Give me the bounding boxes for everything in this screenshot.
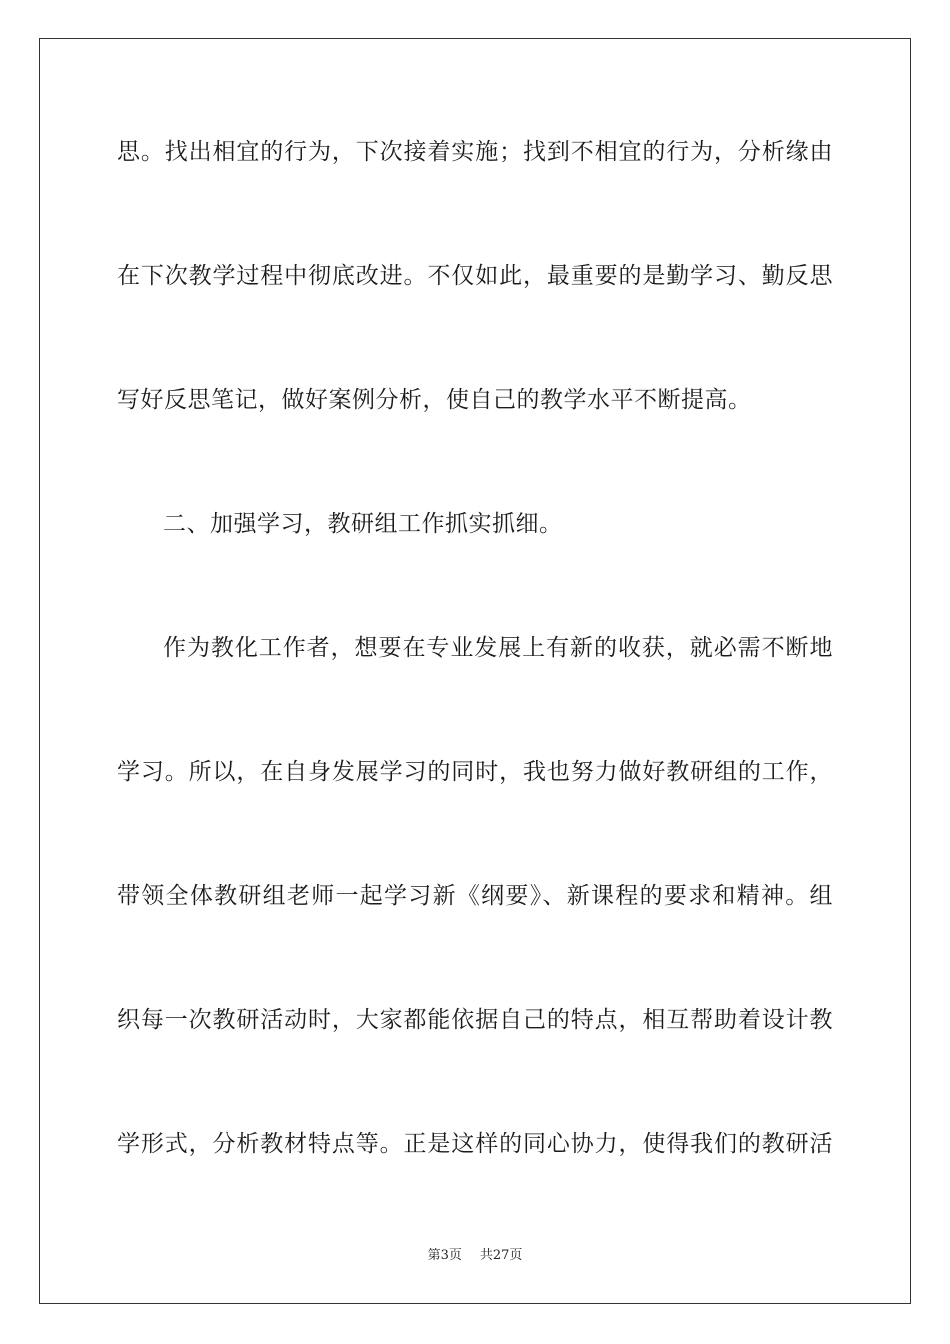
section-heading: 二、加强学习，教研组工作抓实抓细。 — [163, 511, 563, 537]
body-line-6: 学习。所以，在自身发展学习的同时，我也努力做好教研组的工作， — [117, 759, 833, 785]
page-number-total: 共27页 — [479, 1248, 523, 1263]
body-line-7: 带领全体教研组老师一起学习新《纲要》、新课程的要求和精神。组 — [117, 883, 833, 909]
page-number-current: 第3页 — [427, 1248, 462, 1263]
body-line-2: 在下次教学过程中彻底改进。不仅如此，最重要的是勤学习、勤反思 — [117, 263, 833, 289]
body-line-5: 作为教化工作者，想要在专业发展上有新的收获，就必需不断地 — [163, 635, 833, 661]
page-footer — [0, 1247, 950, 1265]
page-border — [39, 38, 911, 1304]
body-line-1: 思。找出相宜的行为，下次接着实施；找到不相宜的行为，分析缘由 — [117, 139, 833, 165]
body-line-8: 织每一次教研活动时，大家都能依据自己的特点，相互帮助着设计教 — [117, 1007, 833, 1033]
body-line-3: 写好反思笔记，做好案例分析，使自己的教学水平不断提高。 — [117, 387, 752, 413]
body-line-9: 学形式，分析教材特点等。正是这样的同心协力，使得我们的教研活 — [117, 1131, 833, 1157]
